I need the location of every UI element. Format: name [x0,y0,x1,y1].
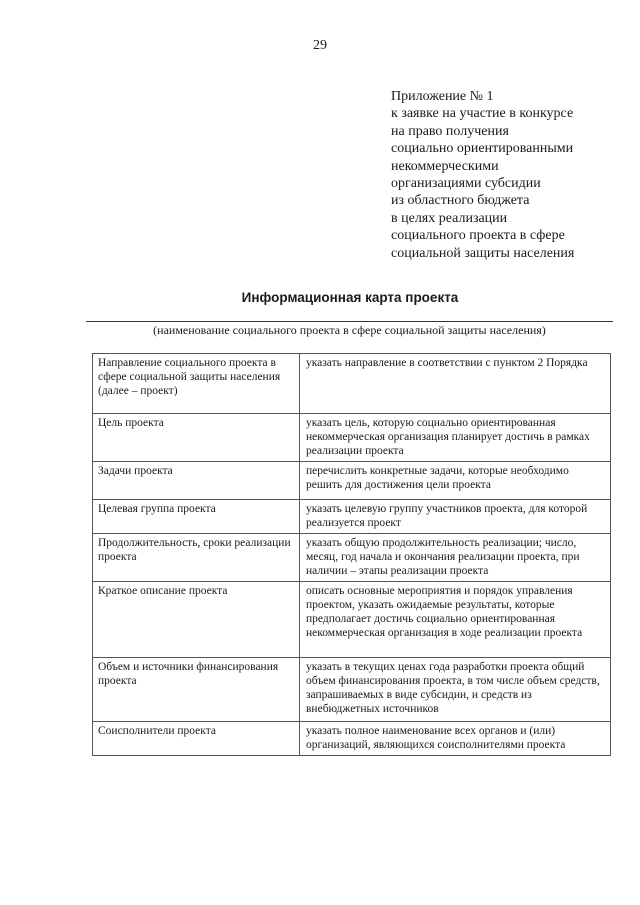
appendix-line: организациями субсидии [391,176,541,192]
row-label: Соисполнители проекта [93,722,300,756]
table-row [93,354,611,414]
row-value: описать основные мероприятия и порядок управления проектом, указать ожидаемые результаты, которые предполагает достичь социально ориентированная некоммерческая организация в ходе реализации проекта [300,582,611,658]
table-row [93,658,611,722]
project-name-rule [86,321,613,322]
row-label: Объем и источники финансирования проекта [93,658,300,722]
appendix-line: социальной защиты населения [391,245,575,261]
row-label: Цель проекта [93,414,300,462]
appendix-line: на право получения [391,123,509,139]
row-value: указать цель, которую социально ориентированная некоммерческая организация планирует достичь в рамках реализации проекта [300,414,611,462]
appendix-line: из областного бюджета [391,193,530,209]
appendix-block [391,88,631,262]
row-label: Направление социального проекта в сфере социальной защиты населения (далее – проект) [93,354,300,414]
project-info-table [92,353,611,756]
row-value: указать в текущих ценах года разработки проекта общий объем финансирования проекта, в том числе объем средств, запрашиваемых в виде субсидии, и средств из внебюджетных источников [300,658,611,722]
page-number: 29 [313,38,327,53]
row-value: перечислить конкретные задачи, которые необходимо решить для достижения цели проекта [300,462,611,500]
row-label: Задачи проекта [93,462,300,500]
appendix-line: в целях реализации [391,210,508,226]
row-label: Краткое описание проекта [93,582,300,658]
table-row [93,500,611,534]
table-row [93,534,611,582]
row-value: указать полное наименование всех органов и (или) организаций, являющихся соисполнителями проекта [300,722,611,756]
table-row [93,414,611,462]
row-value: указать общую продолжительность реализации; число, месяц, год начала и окончания реализации проекта, при наличии – этапы реализации проекта [300,534,611,582]
row-label: Продолжительность, сроки реализации проекта [93,534,300,582]
table-row [93,462,611,500]
document-title: Информационная карта проекта [241,290,459,305]
appendix-line: некоммерческими [391,158,499,174]
row-value: указать направление в соответствии с пунктом 2 Порядка [300,354,611,414]
appendix-line: социального проекта в сфере [391,228,565,244]
table-row [93,722,611,756]
appendix-line: Приложение № 1 [391,89,494,104]
project-name-caption: (наименование социального проекта в сфере социальной защиты населения) [153,323,546,337]
appendix-line: социально ориентированными [391,141,574,157]
row-value: указать целевую группу участников проекта, для которой реализуется проект [300,500,611,534]
row-label: Целевая группа проекта [93,500,300,534]
appendix-line: к заявке на участие в конкурсе [391,106,574,122]
table-row [93,582,611,658]
